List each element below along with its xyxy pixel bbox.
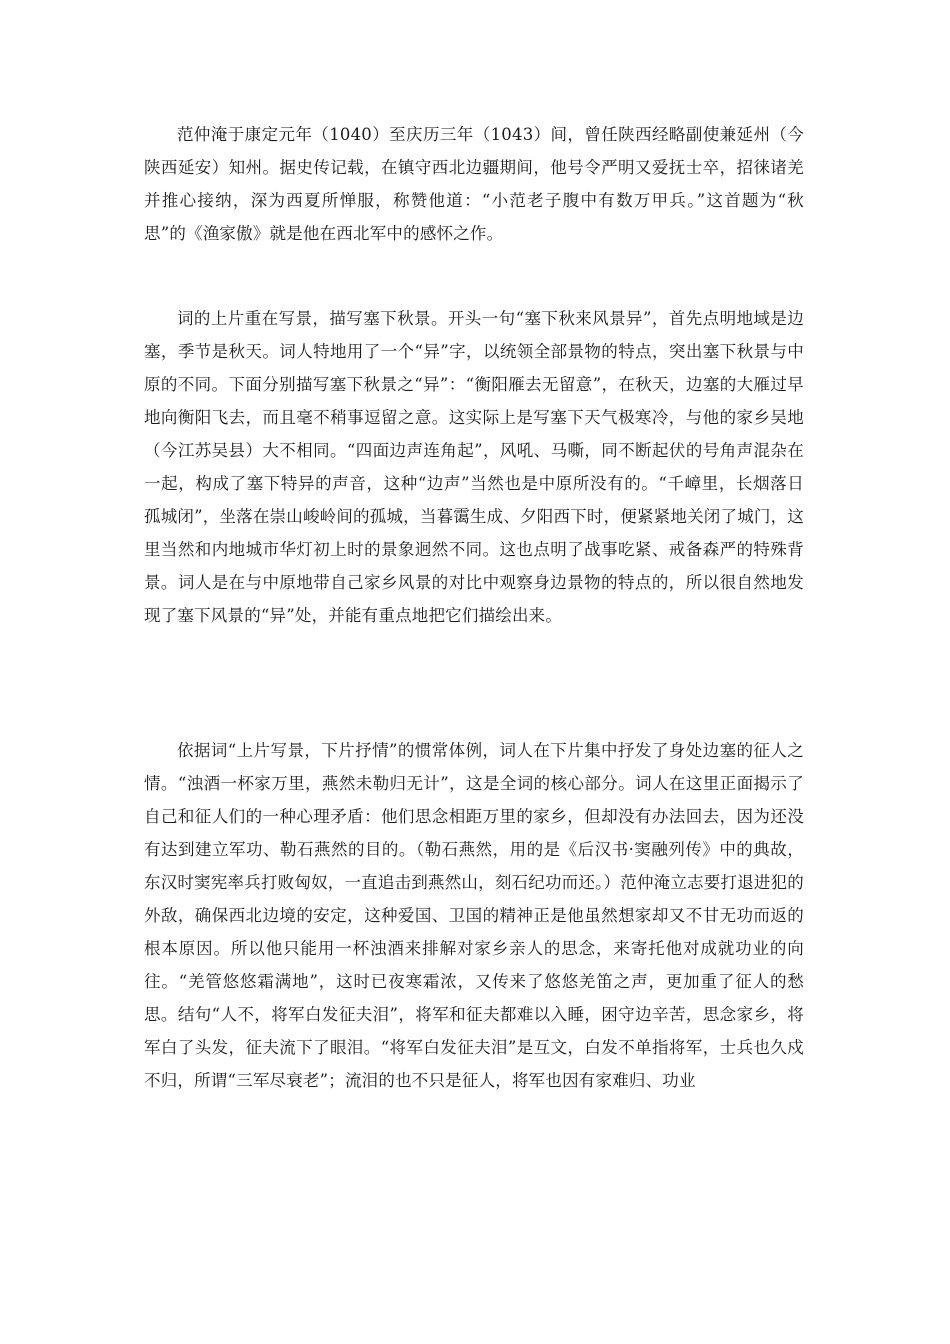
paragraph-3: 依据词“上片写景，下片抒情”的惯常体例，词人在下片集中抒发了身处边塞的征人之情。“浊酒一杯家万里，燕然未勒归无计”，这是全词的核心部分。词人在这里正面揭示了自己和征人们的一种心理矛盾：他们思念相距万里的家乡，但却没有办法回去，因为还没有达到建立军功、勒石燕然的目的。（勒石燕然，用的是《后汉书·窦融列传》中的典故，东汉时窦宪率兵打败匈奴，一直追击到燕然山，刻石纪功而还。）范仲淹立志要打退进犯的外敌，确保西北边境的安定，这种爱国、卫国的精神正是他虽然想家却又不甘无功而返的根本原因。所以他只能用一杯浊酒来排解对家乡亲人的思念，来寄托他对成就功业的向往。“羌管悠悠霜满地”，这时已夜寒霜浓，又传来了悠悠羌笛之声，更加重了征人的愁思。结句“人不，将军白发征夫泪”，将军和征夫都难以入睡，困守边辛苦，思念家乡，将军白了头发，征夫流下了眼泪。“将军白发征夫泪”是互文，白发不单指将军，士兵也久戍不归，所谓“三军尽衰老”；流泪的也不只是征人，将军也因有家难归、功业 (144, 741, 804, 1090)
paragraph-2: 词的上片重在写景，描写塞下秋景。开头一句“塞下秋来风景异”，首先点明地域是边塞，季节是秋天。词人特地用了一个“异”字，以统领全部景物的特点，突出塞下秋景与中原的不同。下面分别描写塞下秋景之“异”：“衡阳雁去无留意”，在秋天，边塞的大雁过早地向衡阳飞去，而且毫不稍事逗留之意。这实际上是写塞下天气极寒冷，与他的家乡吴地（今江苏吴县）大不相同。“四面边声连角起”，风吼、马嘶，同不断起伏的号角声混杂在一起，构成了塞下特异的声音，这种“边声”当然也是中原所没有的。“千嶂里，长烟落日孤城闭”，坐落在崇山峻岭间的孤城，当暮霭生成、夕阳西下时，便紧紧地关闭了城门，这里当然和内地城市华灯初上时的景象迥然不同。这也点明了战事吃紧、戒备森严的特殊背景。词人是在与中原地带自己家乡风景的对比中观察身边景物的特点的，所以很自然地发现了塞下风景的“异”处，并能有重点地把它们描绘出来。 (144, 309, 804, 625)
paragraph-1: 范仲淹于康定元年（1040）至庆历三年（1043）间，曾任陕西经略副使兼延州（今陕西延安）知州。据史传记载，在镇守西北边疆期间，他号令严明又爱抚士卒，招徕诸羌并推心接纳，深为西夏所惮服，称赞他道：“小范老子腹中有数万甲兵。”这首题为“秋思”的《渔家傲》就是他在西北军中的感怀之作。 (144, 125, 804, 243)
